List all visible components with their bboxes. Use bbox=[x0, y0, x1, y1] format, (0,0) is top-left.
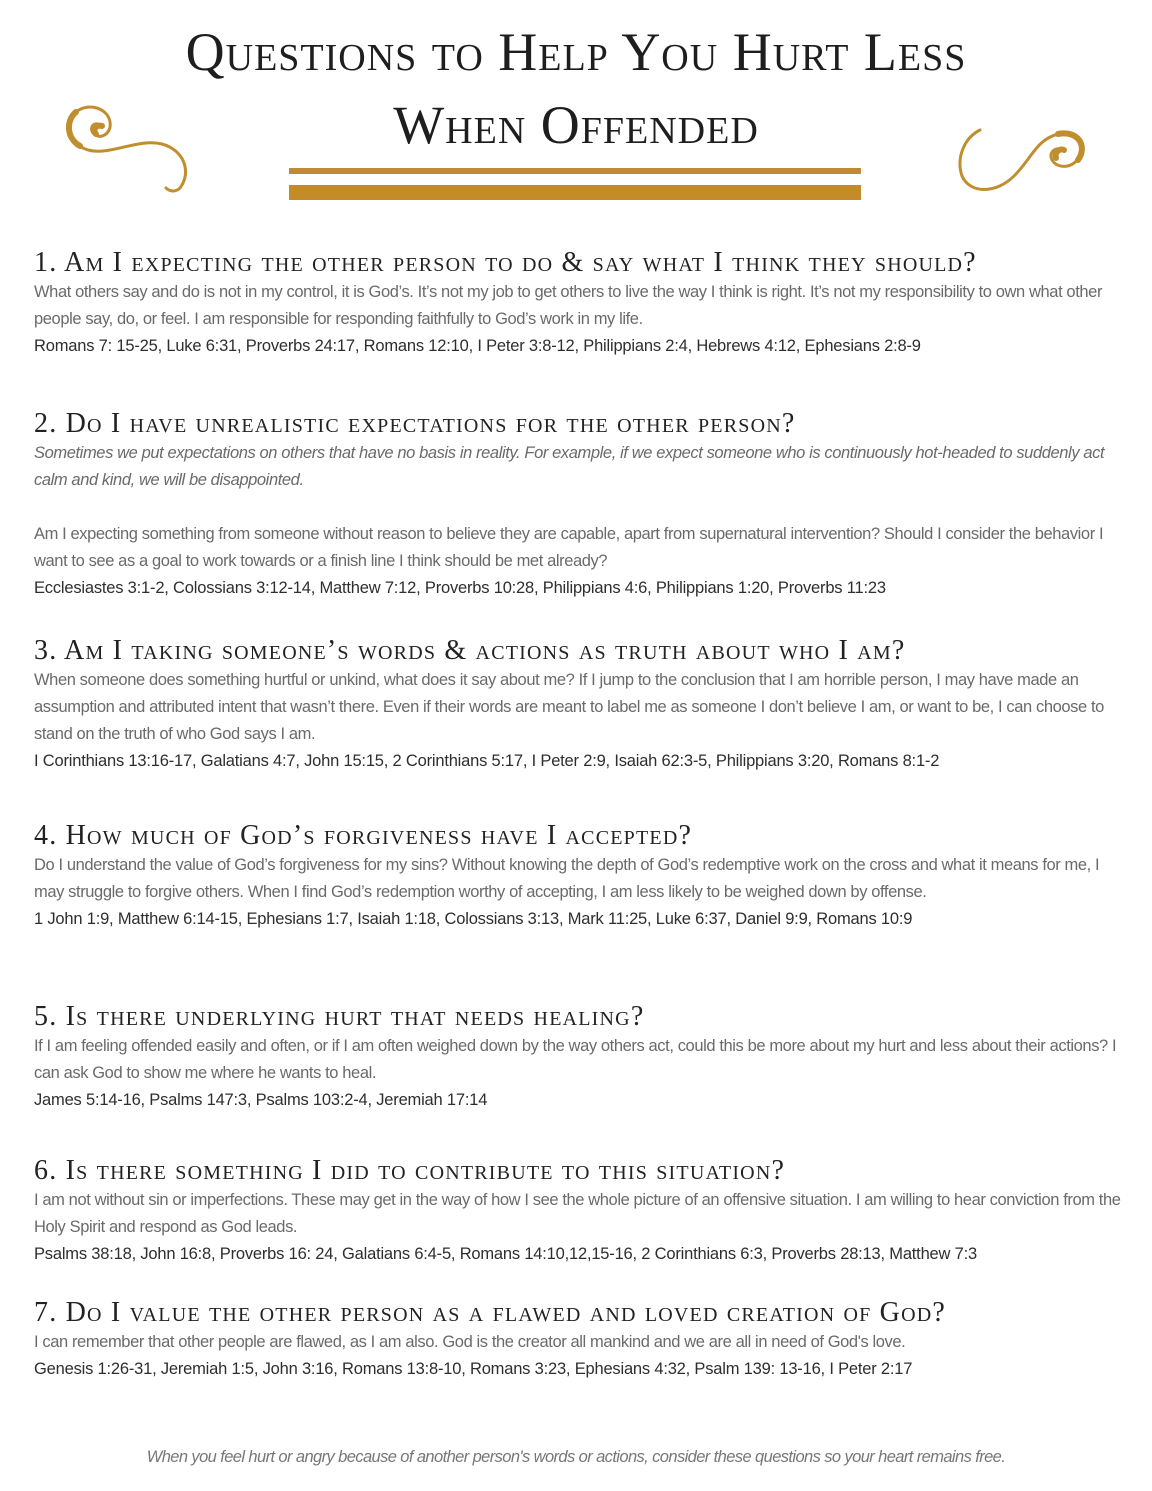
question-heading: 7. Do I value the other person as a flawed and loved creation of God? bbox=[34, 1297, 947, 1328]
footer-note: When you feel hurt or angry because of another person's words or actions, consider these questions so your heart remains free. bbox=[146, 1448, 1006, 1466]
page-title-line-2: When Offended bbox=[393, 95, 759, 155]
gold-swirl-icon-left bbox=[58, 98, 198, 193]
page-title-line-1: Questions to Help You Hurt Less bbox=[185, 22, 967, 82]
title-divider-thick bbox=[289, 185, 861, 200]
question-5 bbox=[34, 1001, 1124, 1114]
question-1 bbox=[34, 247, 1124, 360]
question-3 bbox=[34, 635, 1124, 775]
question-body: When someone does something hurtful or unkind, what does it say about me? If I jump to the conclusion that I am horrible person, I may have made an assumption and attributed intent that wasn’t there. Even if their words are meant to label me as someone I don’t believe I am, or want to be, I can choose to stand on the truth of who God says I am. bbox=[34, 671, 1104, 743]
question-4 bbox=[34, 820, 1124, 933]
gold-swirl-icon-right bbox=[952, 120, 1092, 200]
scripture-references: James 5:14-16, Psalms 147:3, Psalms 103:2-4, Jeremiah 17:14 bbox=[34, 1091, 488, 1109]
question-body-example: Sometimes we put expectations on others that have no basis in reality. For example, if we expect someone who is continuously hot-headed to suddenly act calm and kind, we will be disappointed. bbox=[34, 444, 1105, 489]
scripture-references: 1 John 1:9, Matthew 6:14-15, Ephesians 1:7, Isaiah 1:18, Colossians 3:13, Mark 11:25, Luke 6:37, Daniel 9:9, Romans 10:9 bbox=[34, 910, 913, 928]
question-heading: 3. Am I taking someone’s words & actions as truth about who I am? bbox=[34, 635, 906, 666]
question-body: If I am feeling offended easily and often, or if I am often weighed down by the way others act, could this be more about my hurt and less about their actions? I can ask God to show me where he wants to heal. bbox=[34, 1037, 1117, 1082]
scripture-references: Genesis 1:26-31, Jeremiah 1:5, John 3:16, Romans 13:8-10, Romans 3:23, Ephesians 4:32, Psalm 139: 13-16, I Peter 2:17 bbox=[34, 1360, 913, 1378]
question-heading: 5. Is there underlying hurt that needs healing? bbox=[34, 1001, 645, 1032]
scripture-references: Ecclesiastes 3:1-2, Colossians 3:12-14, Matthew 7:12, Proverbs 10:28, Philippians 4:6, Philippians 1:20, Proverbs 11:23 bbox=[34, 579, 886, 597]
scripture-references: I Corinthians 13:16-17, Galatians 4:7, John 15:15, 2 Corinthians 5:17, I Peter 2:9, Isaiah 62:3-5, Philippians 3:20, Romans 8:1-2 bbox=[34, 752, 940, 770]
question-body: Do I understand the value of God’s forgiveness for my sins? Without knowing the depth of God’s redemptive work on the cross and what it means for me, I may struggle to forgive others. When I find God’s redemption worthy of accepting, I am less likely to be weighed down by offense. bbox=[34, 856, 1100, 901]
question-body: I can remember that other people are flawed, as I am also. God is the creator all mankind and we are all in need of God's love. bbox=[34, 1333, 906, 1351]
title-divider-thin bbox=[289, 168, 861, 174]
question-heading: 6. Is there something I did to contribute to this situation? bbox=[34, 1155, 786, 1186]
question-2 bbox=[34, 408, 1124, 602]
question-6 bbox=[34, 1155, 1124, 1268]
scripture-references: Romans 7: 15-25, Luke 6:31, Proverbs 24:17, Romans 12:10, I Peter 3:8-12, Philippians 2:4, Hebrews 4:12, Ephesians 2:8-9 bbox=[34, 337, 921, 355]
question-body: Am I expecting something from someone without reason to believe they are capable, apart from supernatural intervention? Should I consider the behavior I want to see as a goal to work towards or a finish line I think should be met already? bbox=[34, 525, 1104, 570]
question-7 bbox=[34, 1297, 1124, 1383]
question-heading: 2. Do I have unrealistic expectations for the other person? bbox=[34, 408, 796, 439]
question-heading: 4. How much of God’s forgiveness have I accepted? bbox=[34, 820, 693, 851]
scripture-references: Psalms 38:18, John 16:8, Proverbs 16: 24, Galatians 6:4-5, Romans 14:10,12,15-16, 2 Corinthians 6:3, Proverbs 28:13, Matthew 7:3 bbox=[34, 1245, 977, 1263]
question-body: What others say and do is not in my control, it is God’s. It’s not my job to get others to live the way I think is right. It’s not my responsibility to own what other people say, do, or feel. I am responsible for responding faithfully to God’s work in my life. bbox=[34, 283, 1103, 328]
question-body: I am not without sin or imperfections. These may get in the way of how I see the whole picture of an offensive situation. I am willing to hear conviction from the Holy Spirit and respond as God leads. bbox=[34, 1191, 1121, 1236]
question-heading: 1. Am I expecting the other person to do & say what I think they should? bbox=[34, 247, 977, 278]
